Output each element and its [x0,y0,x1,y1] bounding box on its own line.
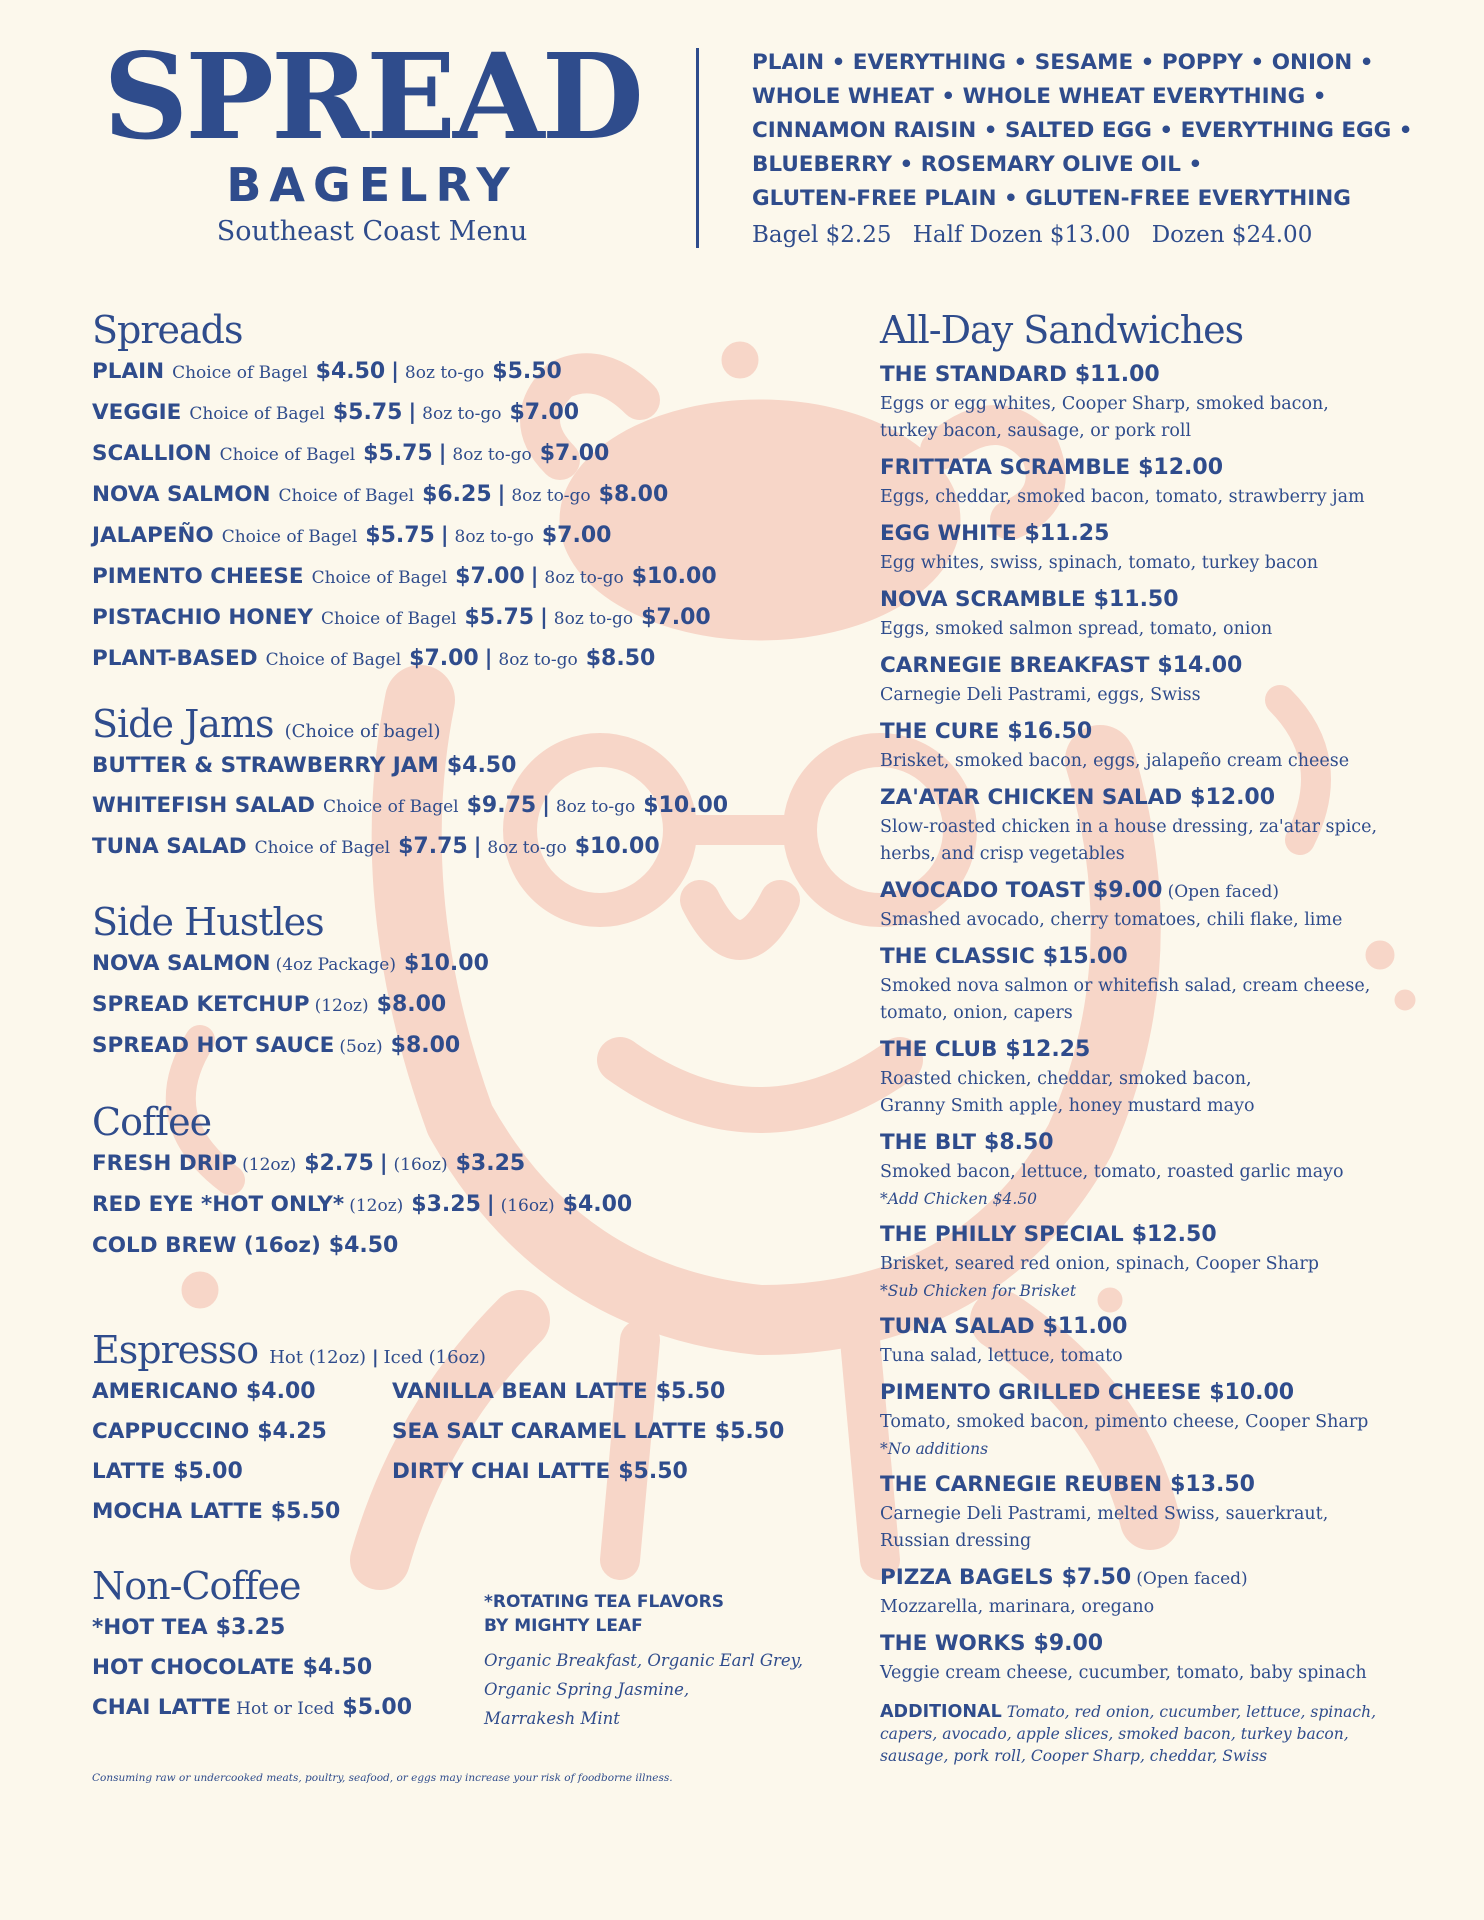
item-name: SPREAD HOT SAUCE [92,1032,335,1058]
sandwich-item [880,519,1440,577]
item-togo-price: $7.00 [539,440,610,466]
item-price: $12.50 [1131,1221,1217,1247]
menu-item [92,1026,489,1067]
sandwiches-section [880,310,1440,1767]
menu-item: SCALLION Choice of Bagel $5.75 | 8oz to-go $7.00 [92,440,610,466]
item-choice: Choice of Bagel [278,485,415,506]
sandwich-header [880,783,1440,814]
item-price: $15.00 [1042,943,1128,969]
menu-item: COLD BREW (16oz) $4.50 [92,1232,399,1258]
item-name: TUNA SALAD [880,1313,1035,1339]
item-togo: 8oz to-go [487,837,567,858]
sandwich-header [880,1128,1440,1159]
brand-name: SPREAD [103,27,641,166]
item-name: PIZZA BAGELS [880,1564,1054,1590]
item-name: THE CLUB [880,1036,998,1062]
item-choice: Choice of Bagel [323,796,459,817]
item-choice: Choice of Bagel [320,608,457,629]
menu-item [392,1452,692,1492]
menu-item: BUTTER & STRAWBERRY JAM $4.50 [92,752,517,778]
item-togo-price: $8.00 [598,481,669,507]
item-price: $2.75 [304,1150,374,1176]
item-description: Brisket, smoked bacon, eggs, jalapeño cream cheese [880,750,1350,771]
item-price: $5.00 [173,1458,243,1484]
item-name: JALAPEÑO [92,522,214,548]
item-name: CAPPUCCINO [92,1418,250,1444]
sandwich-item [880,717,1440,775]
sandwich-header [880,1629,1440,1660]
item-size: (5oz) [339,1036,383,1057]
menu-item [92,985,489,1026]
health-disclaimer: Consuming raw or undercooked meats, poultry, seafood, or eggs may increase your risk of foodborne illness. [92,1772,673,1784]
sandwich-header [880,519,1440,550]
item-price: $11.00 [1042,1313,1128,1339]
item-togo-price: $7.00 [509,399,580,425]
item-price: $7.00 [409,645,479,671]
sandwich-item [880,1470,1440,1555]
flavor-line: GLUTEN-FREE PLAIN • GLUTEN-FREE EVERYTHING [752,186,1351,211]
item-price: $11.00 [1074,361,1160,387]
item-name: THE BLT [880,1129,977,1155]
item-price: $10.00 [1209,1379,1295,1405]
flavor-line: WHOLE WHEAT • WHOLE WHEAT EVERYTHING • [752,84,1327,109]
menu-item [92,1648,412,1688]
item-name: EGG WHITE [880,520,1017,546]
item-description: Smoked bacon, lettuce, tomato, roasted garlic mayo [880,1161,1344,1182]
menu-item: VEGGIE Choice of Bagel $5.75 | 8oz to-go $7.00 [92,399,580,425]
item-price: $4.50 [315,358,386,384]
sandwich-item [880,1378,1440,1462]
item-togo-price: $10.00 [574,833,660,859]
flavor-line: CINNAMON RAISIN • SALTED EGG • EVERYTHING EGG • [752,118,1413,143]
item-description: Granny Smith apple, honey mustard mayo [880,1095,1255,1116]
item-name: NOVA SALMON [92,950,271,976]
item-name: PLAIN [92,358,165,384]
item-name: CARNEGIE BREAKFAST [880,652,1150,678]
item-name: THE PHILLY SPECIAL [880,1221,1124,1247]
menu-item [392,1372,726,1412]
item-description: Tomato, smoked bacon, pimento cheese, Cooper Sharp [880,1411,1369,1432]
item-togo-price: $8.50 [585,645,656,671]
menu-item: JALAPEÑO Choice of Bagel $5.75 | 8oz to-go $7.00 [92,522,612,548]
espresso-grid [92,1372,785,1532]
item-togo-price: $7.00 [641,604,711,630]
menu-item: PIMENTO CHEESE Choice of Bagel $7.00 | 8oz to-go $10.00 [92,563,717,589]
item-price: $9.00 [1033,1630,1104,1656]
section-title: Non-Coffee [92,1564,301,1608]
item-choice: Choice of Bagel [172,362,308,383]
item-name: PISTACHIO HONEY [92,604,313,630]
item-description: Veggie cream cheese, cucumber, tomato, baby spinach [880,1662,1367,1683]
item-name: FRITTATA SCRAMBLE [880,454,1131,480]
item-price: $5.50 [714,1418,785,1444]
section-title: Espresso Hot (12oz) | Iced (16oz) [92,1328,486,1372]
sandwich-header [880,717,1440,748]
item-price: $6.25 [422,481,492,507]
sandwich-header [880,876,1440,907]
sandwich-item [880,942,1440,1027]
item-togo: 8oz to-go [454,526,534,547]
rotating-tea-note [484,1590,814,1733]
sandwich-list [880,360,1440,1687]
item-price: $7.00 [455,563,525,589]
item-price: $11.50 [1093,586,1179,612]
item-price: $10.00 [403,950,489,976]
section-title: All-Day Sandwiches [880,308,1244,352]
sandwich-item [880,453,1440,511]
item-description: Smoked nova salmon or whitefish salad, cream cheese, [880,975,1371,996]
menu-item: NOVA SALMON Choice of Bagel $6.25 | 8oz to-go $8.00 [92,481,669,507]
item-price: $4.50 [302,1654,373,1680]
dozen-price: Dozen $24.00 [1151,222,1313,248]
menu-tagline: Southeast Coast Menu [216,216,528,247]
sandwich-header [880,1563,1440,1594]
item-togo-price: $7.00 [541,522,612,548]
tea-title: BY MIGHTY LEAF [484,1616,643,1636]
item-togo: 8oz to-go [404,362,485,383]
header-divider [696,48,699,248]
item-description: Roasted chicken, cheddar, smoked bacon, [880,1068,1252,1089]
menu-item: WHITEFISH SALAD Choice of Bagel $9.75 | 8oz to-go $10.00 [92,792,729,818]
item-name: WHITEFISH SALAD [92,792,316,818]
item-name: PIMENTO GRILLED CHEESE [880,1379,1202,1405]
item-name: THE CLASSIC [880,943,1035,969]
menu-item [92,1372,392,1412]
item-description: Slow-roasted chicken in a house dressing, za'atar spice, [880,816,1378,837]
item-togo: 8oz to-go [553,608,634,629]
item-name: NOVA SALMON [92,481,271,507]
item-name: RED EYE *HOT ONLY* [92,1191,345,1217]
item-name: LATTE [92,1458,166,1484]
sandwich-item [880,876,1440,934]
sandwich-header [880,585,1440,616]
tea-flavors: Organic Breakfast, Organic Earl Grey, Organic Spring Jasmine, Marrakesh Mint [484,1651,804,1728]
item-price: $12.25 [1005,1036,1091,1062]
item-name: SCALLION [92,440,212,466]
sandwich-header [880,360,1440,391]
item-price: $3.25 [455,1150,526,1176]
item-name: THE WORKS [880,1630,1026,1656]
item-description: Tuna salad, lettuce, tomato [880,1345,1123,1366]
item-price: $5.75 [365,522,435,548]
tea-title: *ROTATING TEA FLAVORS [484,1592,724,1612]
item-description: Mozzarella, marinara, oregano [880,1596,1155,1617]
item-description: Carnegie Deli Pastrami, melted Swiss, sauerkraut, [880,1503,1329,1524]
item-price: $9.00 [1092,877,1163,903]
item-price: $5.75 [464,604,535,630]
item-togo-price: $10.00 [643,792,729,818]
menu-item: PLAIN Choice of Bagel $4.50 | 8oz to-go $5.50 [92,358,562,384]
item-price: $8.50 [984,1129,1054,1155]
item-togo: 8oz to-go [555,796,636,817]
item-name: ZA'ATAR CHICKEN SALAD [880,784,1183,810]
sandwich-item [880,1128,1440,1212]
item-name: THE STANDARD [880,361,1067,387]
item-name: HOT CHOCOLATE [92,1654,295,1680]
item-price: $8.00 [390,1032,461,1058]
item-price: $13.50 [1170,1471,1255,1497]
sandwich-item [880,1035,1440,1120]
sandwich-header [880,1312,1440,1343]
item-description: Russian dressing [880,1530,1032,1551]
menu-item: PISTACHIO HONEY Choice of Bagel $5.75 | 8oz to-go $7.00 [92,604,711,630]
section-title: Side Hustles [92,900,324,944]
item-name: AVOCADO TOAST [880,877,1085,903]
item-note: (Open faced) [1167,881,1279,902]
menu-item [92,1608,412,1648]
item-price: $4.00 [562,1191,633,1217]
sandwich-item [880,1220,1440,1304]
bagel-prices [752,222,1452,248]
additional-toppings: ADDITIONAL Tomato, red onion, cucumber, lettuce, spinach, capers, avocado, apple slices, smoked bacon, turkey bacon, sausage, pork roll, Cooper Sharp, cheddar, Swiss [880,1701,1377,1765]
item-description: turkey bacon, sausage, or pork roll [880,420,1192,441]
menu-item: FRESH DRIP (12oz) $2.75 | (16oz) $3.25 [92,1150,526,1176]
item-choice: Choice of Bagel [265,649,402,670]
half-dozen-price: Half Dozen $13.00 [912,222,1131,248]
non-coffee-section [92,1566,412,1729]
item-name: VEGGIE [92,399,182,425]
jams-list [92,786,728,868]
item-choice: Choice of Bagel [311,567,448,588]
spreads-list [92,352,717,680]
espresso-col-left [92,1372,392,1532]
non-coffee-list [92,1608,412,1688]
item-name: *HOT TEA [92,1614,208,1640]
menu-item [92,944,489,985]
menu-item [92,1452,392,1492]
item-size: (16oz) [393,1154,448,1175]
sandwich-header [880,1470,1440,1501]
item-name: SEA SALT CARAMEL LATTE [392,1418,707,1444]
coffee-section [92,1102,632,1266]
side-hustles-section [92,902,489,1067]
section-title: Side Jams (Choice of bagel) [92,702,441,746]
item-size: (16oz) [500,1195,555,1216]
item-name: TUNA SALAD [92,833,247,859]
flavor-line: BLUEBERRY • ROSEMARY OLIVE OIL • [752,152,1203,177]
item-name: PIMENTO CHEESE [92,563,304,589]
item-size: (12oz) [242,1154,297,1175]
hustles-list [92,944,489,1067]
item-price: $16.50 [1007,718,1093,744]
item-price: $5.75 [332,399,403,425]
item-price: $3.25 [215,1614,286,1640]
item-price: $5.50 [655,1378,726,1404]
espresso-col-right [392,1372,785,1532]
item-choice: Choice of Bagel [254,837,391,858]
item-name: FRESH DRIP [92,1150,238,1176]
menu-item: PLANT-BASED Choice of Bagel $7.00 | 8oz to-go $8.50 [92,645,656,671]
item-footnote: *Sub Chicken for Brisket [880,1281,1077,1300]
item-price: $4.25 [257,1418,327,1444]
menu-item: CHAI LATTE Hot or Iced $5.00 [92,1694,413,1720]
section-title: Coffee [92,1100,212,1144]
sandwich-header [880,1220,1440,1251]
item-size: (12oz) [349,1195,404,1216]
item-name: VANILLA BEAN LATTE [392,1378,648,1404]
item-price: $7.75 [398,833,468,859]
item-price: $8.00 [376,991,447,1017]
sandwich-header [880,453,1440,484]
sandwich-item [880,1629,1440,1687]
menu-item: RED EYE *HOT ONLY* (12oz) $3.25 | (16oz) $4.00 [92,1191,633,1217]
menu-item [392,1412,785,1452]
brand-subtitle: BAGELRY [226,158,518,212]
sandwich-header [880,1378,1440,1409]
espresso-section [92,1328,785,1532]
menu-item [92,1412,392,1452]
menu-item: TUNA SALAD Choice of Bagel $7.75 | 8oz to-go $10.00 [92,833,660,859]
sandwich-item [880,783,1440,868]
item-note: (Open faced) [1136,1568,1248,1589]
item-togo: 8oz to-go [498,649,578,670]
sandwich-header [880,1035,1440,1066]
item-size: (4oz Package) [275,954,396,975]
item-size: (12oz) [314,995,369,1016]
bagel-price: Bagel $2.25 [752,222,892,248]
side-jams-section [92,704,728,868]
item-price: $11.25 [1024,520,1110,546]
sandwich-item [880,1312,1440,1370]
item-description: Smashed avocado, cherry tomatoes, chili flake, lime [880,909,1343,930]
item-description: herbs, and crisp vegetables [880,843,1125,864]
item-name: MOCHA LATTE [92,1498,263,1524]
item-name: SPREAD KETCHUP [92,991,310,1017]
item-name: PLANT-BASED [92,645,258,671]
item-name: AMERICANO [92,1378,238,1404]
item-price: $5.50 [618,1458,688,1484]
item-choice: Choice of Bagel [219,444,356,465]
item-choice: Choice of Bagel [189,403,325,424]
item-description: Brisket, seared red onion, spinach, Cooper Sharp [880,1253,1319,1274]
item-price: $12.00 [1138,454,1224,480]
item-price: $7.50 [1061,1564,1132,1590]
flavor-line: PLAIN • EVERYTHING • SESAME • POPPY • ONION • [752,50,1374,75]
item-price: $9.75 [466,792,537,818]
section-note: (Choice of bagel) [284,721,441,742]
item-description: Carnegie Deli Pastrami, eggs, Swiss [880,684,1201,705]
item-description: Eggs, cheddar, smoked bacon, tomato, strawberry jam [880,486,1365,507]
bagel-flavors [752,46,1452,248]
item-description: Egg whites, swiss, spinach, tomato, turkey bacon [880,552,1319,573]
sandwich-item [880,651,1440,709]
item-description: tomato, onion, capers [880,1002,1073,1023]
item-togo-price: $5.50 [492,358,562,384]
spreads-section [92,310,717,680]
sandwich-header [880,651,1440,682]
coffee-list [92,1144,632,1226]
item-choice: Choice of Bagel [221,526,358,547]
sandwich-header [880,942,1440,973]
section-title: Spreads [92,308,243,352]
item-description: Eggs or egg whites, Cooper Sharp, smoked bacon, [880,393,1329,414]
item-name: NOVA SCRAMBLE [880,586,1086,612]
item-togo: 8oz to-go [544,567,624,588]
item-price: $4.00 [245,1378,316,1404]
item-price: $5.50 [270,1498,341,1524]
item-price: $12.00 [1190,784,1276,810]
item-togo: 8oz to-go [511,485,591,506]
sandwich-item [880,585,1440,643]
item-togo: 8oz to-go [452,444,532,465]
sandwich-item [880,1563,1440,1621]
item-price: $5.75 [363,440,433,466]
item-footnote: *Add Chicken $4.50 [880,1189,1038,1208]
item-price: $3.25 [411,1191,481,1217]
item-name: DIRTY CHAI LATTE [392,1458,611,1484]
item-name: THE CURE [880,718,1000,744]
item-price: $14.00 [1157,652,1243,678]
brand-logo [92,27,652,247]
item-togo-price: $10.00 [631,563,717,589]
item-togo: 8oz to-go [422,403,502,424]
item-footnote: *No additions [880,1439,989,1458]
sandwich-item [880,360,1440,445]
item-name: THE CARNEGIE REUBEN [880,1471,1163,1497]
item-description: Eggs, smoked salmon spread, tomato, onion [880,618,1273,639]
menu-item [92,1492,392,1532]
